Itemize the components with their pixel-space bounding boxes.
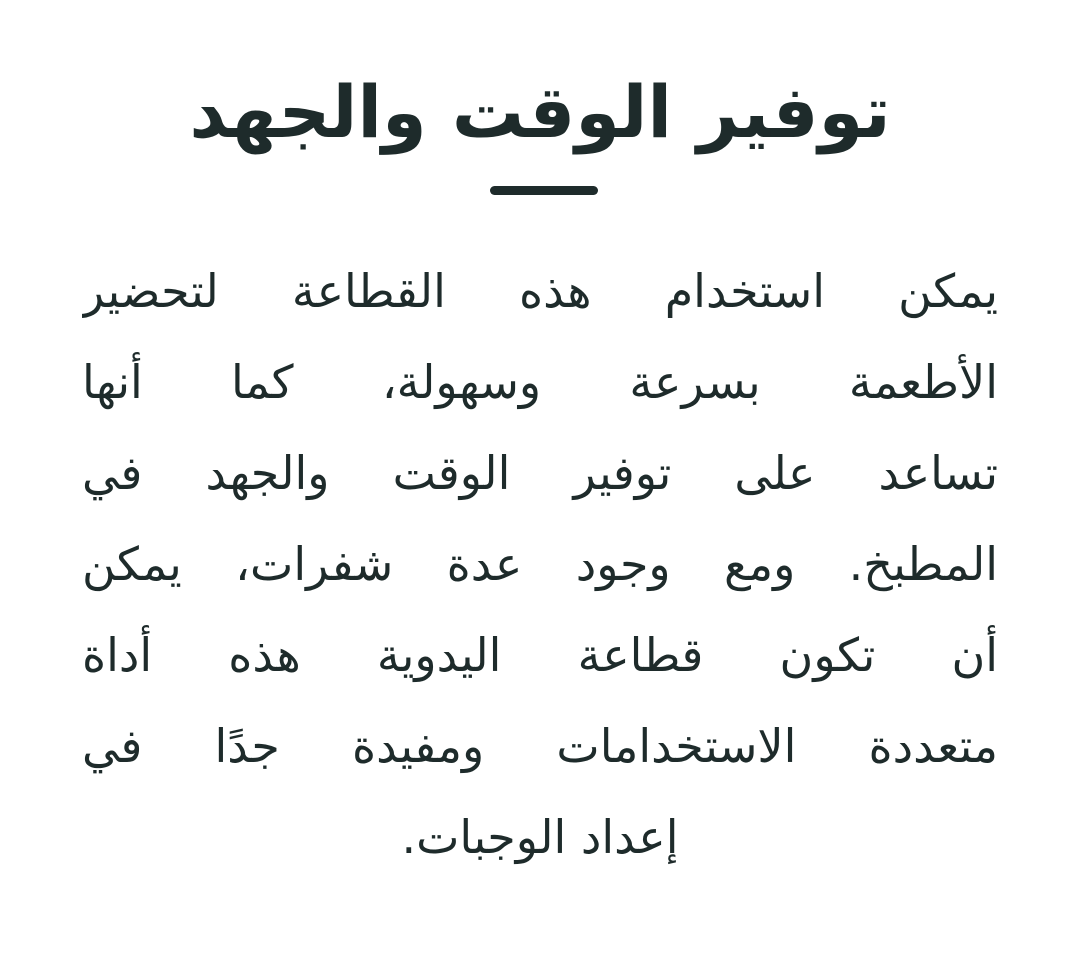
body-line: متعددة الاستخدامات ومفيدة جدًا في	[82, 719, 998, 773]
body-line: المطبخ. ومع وجود عدة شفرات، يمكن	[82, 537, 998, 591]
body-line: يمكن استخدام هذه القطاعة لتحضير	[82, 264, 998, 318]
title-divider	[490, 186, 598, 195]
body-line: الأطعمة بسرعة وسهولة، كما أنها	[82, 355, 998, 409]
body-line: أن تكون قطاعة اليدوية هذه أداة	[82, 628, 998, 682]
body-line: تساعد على توفير الوقت والجهد في	[82, 446, 998, 500]
page-title: توفير الوقت والجهد	[189, 70, 891, 154]
body-paragraph	[82, 246, 998, 883]
body-line: إعداد الوجبات.	[401, 810, 679, 864]
